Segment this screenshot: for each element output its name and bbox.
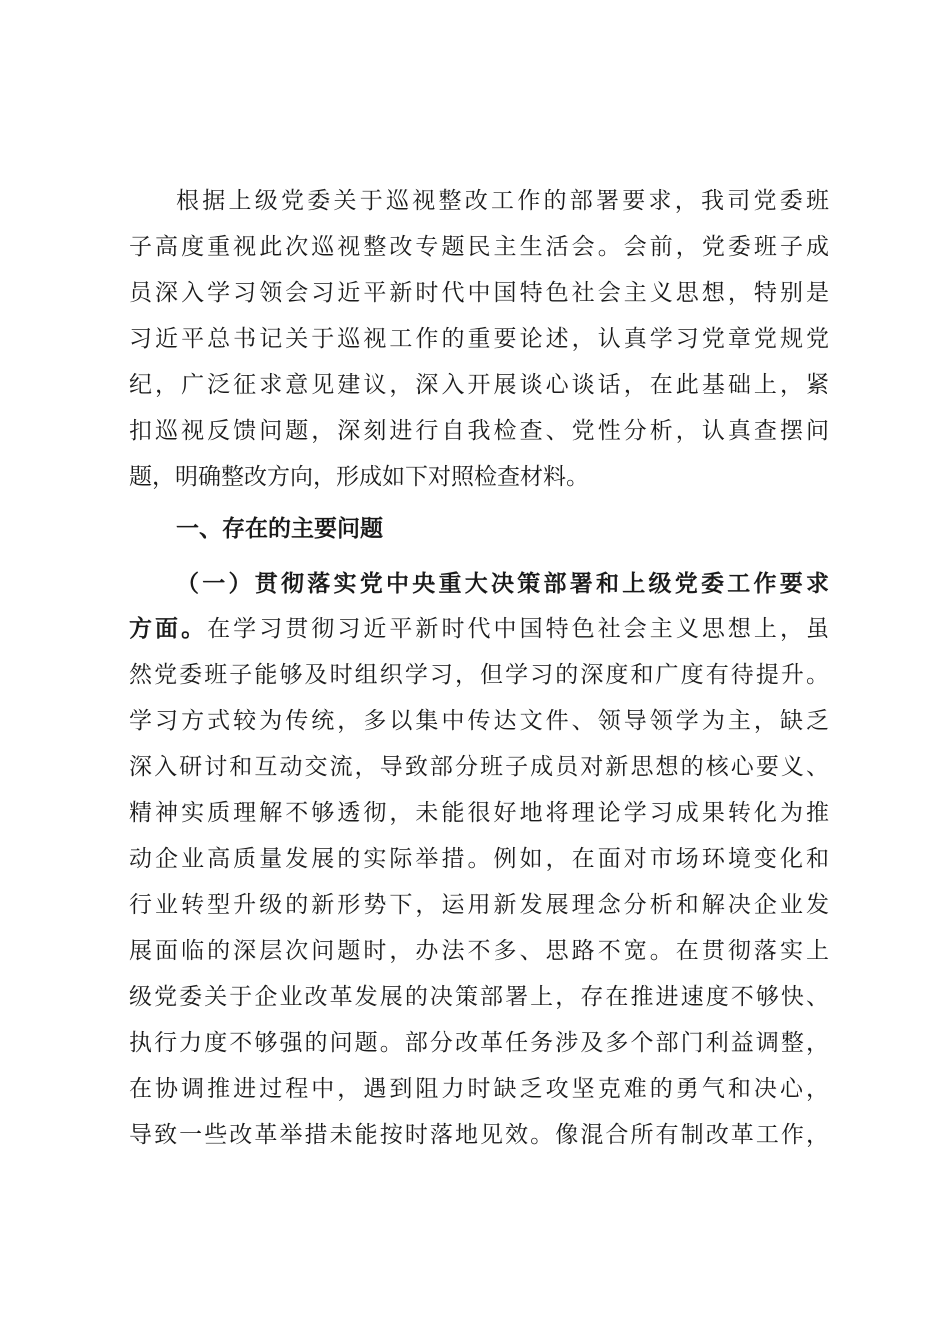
body-line-11: 导致一些改革举措未能按时落地见效。像混合所有制改革工作， xyxy=(129,1122,829,1148)
body-line-5: 动企业高质量发展的实际举措。例如，在面对市场环境变化和 xyxy=(129,846,829,872)
subsection-text-start: 在学习贯彻习近平新时代中国特色社会主义思想上，虽 xyxy=(207,616,830,642)
intro-line-7: 题，明确整改方向，形成如下对照检查材料。 xyxy=(129,464,589,490)
subsection-line-2 xyxy=(129,614,829,644)
body-line-1: 然党委班子能够及时组织学习，但学习的深度和广度有待提升。 xyxy=(129,662,829,688)
body-line-6: 行业转型升级的新形势下，运用新发展理念分析和解决企业发 xyxy=(129,892,829,918)
body-line-3: 深入研讨和互动交流，导致部分班子成员对新思想的核心要义、 xyxy=(129,754,829,780)
body-line-10: 在协调推进过程中，遇到阻力时缺乏攻坚克难的勇气和决心， xyxy=(129,1076,829,1102)
subsection-title-line: （一）贯彻落实党中央重大决策部署和上级党委工作要求 xyxy=(176,570,829,597)
intro-line-4: 习近平总书记关于巡视工作的重要论述，认真学习党章党规党 xyxy=(129,326,829,352)
body-line-2: 学习方式较为传统，多以集中传达文件、领导领学为主，缺乏 xyxy=(129,708,829,734)
body-line-9: 执行力度不够强的问题。部分改革任务涉及多个部门利益调整， xyxy=(129,1030,829,1056)
body-line-8: 级党委关于企业改革发展的决策部署上，存在推进速度不够快、 xyxy=(129,984,829,1010)
subsection-title-end: 方面。 xyxy=(129,615,208,642)
section-heading: 一、存在的主要问题 xyxy=(176,515,383,542)
body-line-7: 展面临的深层次问题时，办法不多、思路不宽。在贯彻落实上 xyxy=(129,938,829,964)
intro-line-1: 根据上级党委关于巡视整改工作的部署要求，我司党委班 xyxy=(176,188,829,214)
intro-line-3: 员深入学习领会习近平新时代中国特色社会主义思想，特别是 xyxy=(129,280,829,306)
body-line-4: 精神实质理解不够透彻，未能很好地将理论学习成果转化为推 xyxy=(129,800,829,826)
intro-line-6: 扣巡视反馈问题，深刻进行自我检查、党性分析，认真查摆问 xyxy=(129,418,829,444)
intro-line-2: 子高度重视此次巡视整改专题民主生活会。会前，党委班子成 xyxy=(129,234,829,260)
intro-line-5: 纪，广泛征求意见建议，深入开展谈心谈话，在此基础上，紧 xyxy=(129,372,829,398)
